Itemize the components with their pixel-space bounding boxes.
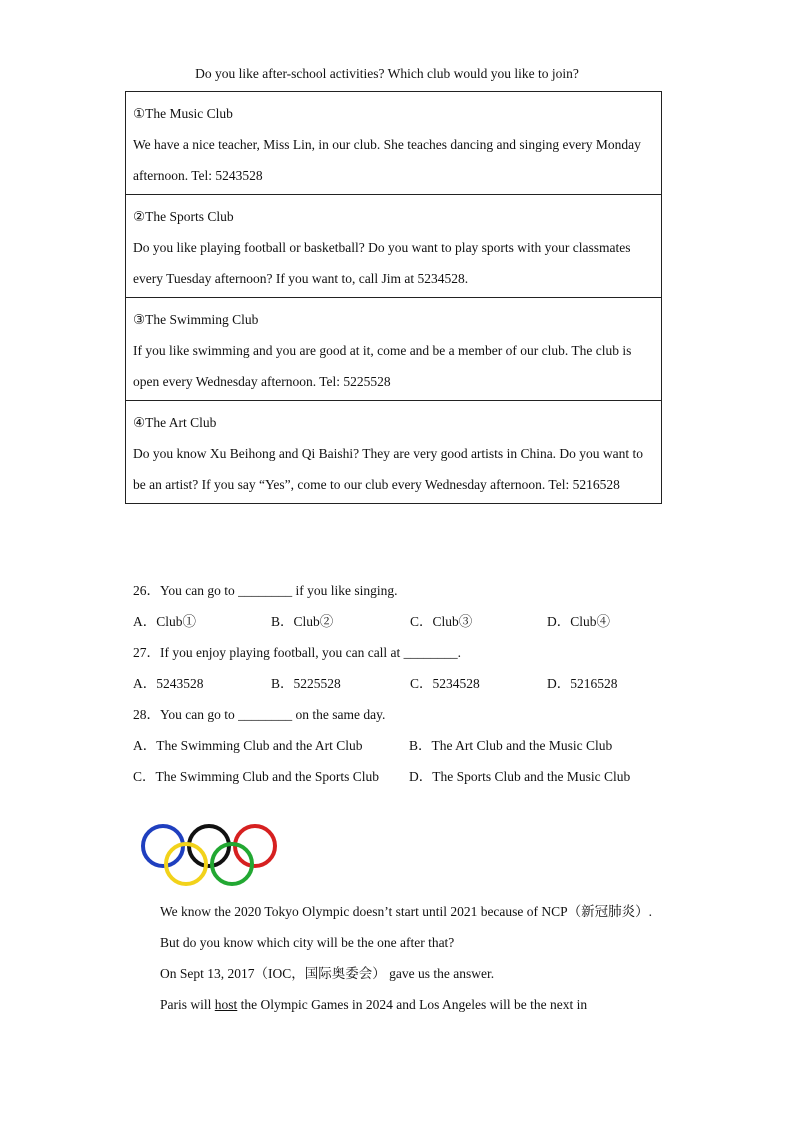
club-description: Do you like playing football or basketball? Do you want to play sports with your classmates every Tuesday afternoon? If you want to, call Jim at 5234528. xyxy=(133,240,631,286)
club-title: ③The Swimming Club xyxy=(133,312,259,327)
question-27-stem: 27．If you enjoy playing football, you can call at ________. xyxy=(133,645,462,660)
club-description: If you like swimming and you are good at it, come and be a member of our club. The club is open every Wednesday afternoon. Tel: 5225528 xyxy=(133,343,632,389)
question-26-stem: 26．You can go to ________ if you like singing. xyxy=(133,583,398,598)
club-title: ④The Art Club xyxy=(133,415,217,430)
option-d[interactable]: D．5216528 xyxy=(547,676,618,691)
underlined-word-host: host xyxy=(214,997,238,1012)
question-27-options xyxy=(133,668,693,699)
option-c[interactable]: C．The Swimming Club and the Sports Club xyxy=(133,769,380,784)
option-b[interactable]: B．5225528 xyxy=(271,676,341,691)
passage-paragraph-3: On Sept 13, 2017（IOC，国际奥委会） gave us the answer. xyxy=(160,966,495,981)
passage-paragraph-2: But do you know which city will be the one after that? xyxy=(160,935,455,950)
olympic-rings-image xyxy=(138,822,280,888)
club-cell-music xyxy=(126,92,661,195)
questions-section xyxy=(133,575,693,792)
passage-text: the Olympic Games in 2024 and Los Angeles will be the next in xyxy=(237,997,588,1012)
club-cell-sports xyxy=(126,195,661,298)
question-26-options xyxy=(133,606,693,637)
club-description: Do you know Xu Beihong and Qi Baishi? They are very good artists in China. Do you want to be an artist? If you say “Yes”, come to our club every Wednesday afternoon. Tel: 5216528 xyxy=(133,446,644,492)
intro-text: Do you like after-school activities? Which club would you like to join? xyxy=(195,66,579,81)
club-cell-art xyxy=(126,401,661,503)
passage-paragraph-4 xyxy=(133,989,653,1020)
club-description: We have a nice teacher, Miss Lin, in our club. She teaches dancing and singing every Monday afternoon. Tel: 5243528 xyxy=(133,137,641,183)
option-a[interactable]: A．Club① xyxy=(133,614,197,629)
passage-paragraph-1: We know the 2020 Tokyo Olympic doesn’t start until 2021 because of NCP（新冠肺炎）. xyxy=(160,904,653,919)
club-title: ①The Music Club xyxy=(133,106,233,121)
option-b[interactable]: B．The Art Club and the Music Club xyxy=(409,738,613,753)
option-c[interactable]: C．5234528 xyxy=(410,676,480,691)
option-b[interactable]: B．Club② xyxy=(271,614,334,629)
option-a[interactable]: A．5243528 xyxy=(133,676,204,691)
option-d[interactable]: D．The Sports Club and the Music Club xyxy=(409,769,631,784)
passage-text: Paris will xyxy=(160,997,215,1012)
club-table xyxy=(125,91,662,504)
reading-passage xyxy=(133,896,653,1020)
club-cell-swimming xyxy=(126,298,661,401)
option-c[interactable]: C．Club③ xyxy=(410,614,473,629)
option-a[interactable]: A．The Swimming Club and the Art Club xyxy=(133,738,363,753)
option-d[interactable]: D．Club④ xyxy=(547,614,611,629)
question-28-stem: 28．You can go to ________ on the same day. xyxy=(133,707,386,722)
club-title: ②The Sports Club xyxy=(133,209,234,224)
question-28-options-row1 xyxy=(133,730,693,761)
question-28-options-row2 xyxy=(133,761,693,792)
